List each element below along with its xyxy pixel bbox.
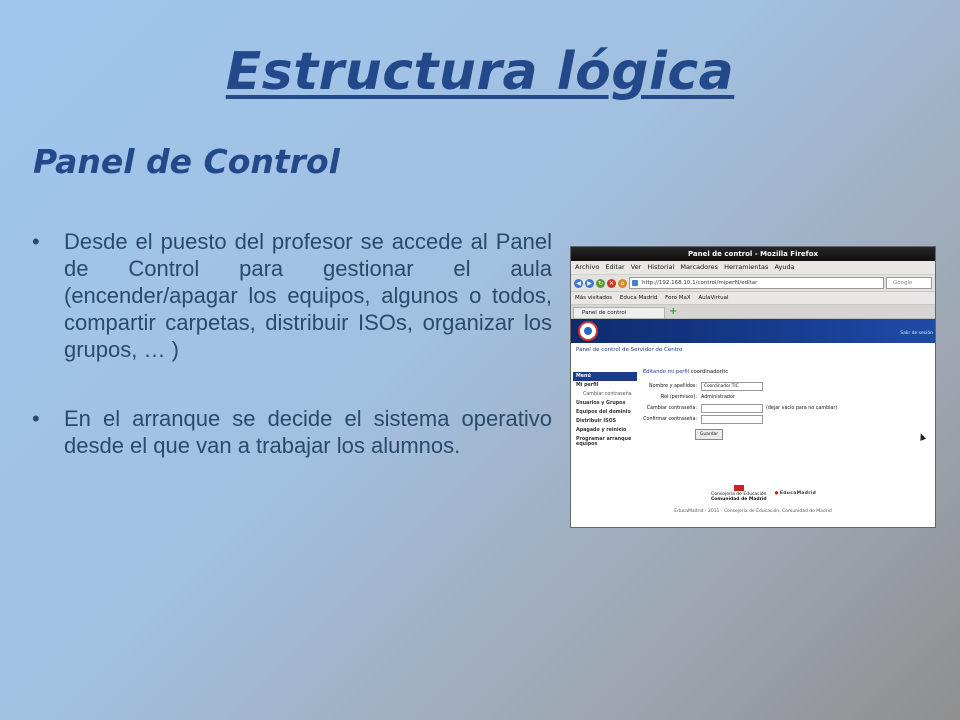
form-heading: [643, 369, 933, 375]
stop-icon[interactable]: ✕: [608, 279, 615, 287]
bullet-item: [30, 228, 552, 363]
bookmark-educa-madrid[interactable]: Educa Madrid: [619, 295, 658, 301]
bookmark-aulavirtual[interactable]: AulaVirtual: [698, 295, 729, 301]
new-tab-icon[interactable]: +: [669, 306, 678, 317]
bullet-list: [30, 228, 552, 501]
forward-icon[interactable]: ▶: [585, 279, 594, 288]
sidebar-item-apagado-reinicio[interactable]: Apagado y reinicio: [576, 428, 627, 433]
page-title: Panel de control de Servidor de Centro: [576, 347, 683, 353]
site-banner: [571, 319, 935, 343]
sidebar-item-usuarios-grupos[interactable]: Usuarios y Grupos: [576, 401, 626, 406]
bullet-icon: •: [32, 406, 40, 431]
site-favicon-icon: [632, 280, 638, 286]
sidebar-item-cambiar-contrasena[interactable]: Cambiar contraseña: [583, 392, 632, 397]
form-heading-text: Editando mi perfil: [643, 369, 690, 375]
url-field[interactable]: [629, 277, 884, 289]
footer-logos: [711, 485, 816, 502]
logout-link[interactable]: Salir de sesión: [900, 331, 933, 336]
menu-item-editar[interactable]: Editar: [605, 263, 625, 271]
password-label: Cambiar contraseña:: [646, 406, 697, 411]
back-icon[interactable]: ◀: [574, 279, 583, 288]
cm-line2: Comunidad de Madrid: [711, 497, 767, 502]
bookmarks-bar: [571, 292, 935, 305]
save-button[interactable]: Guardar: [695, 429, 723, 440]
menu-bar: [571, 261, 935, 275]
sidebar-item-distribuir-isos[interactable]: Distribuir ISOS: [576, 419, 617, 424]
bullet-icon: •: [32, 229, 40, 254]
profile-form: [643, 369, 933, 440]
sidebar-item-equipos-dominio[interactable]: Equipos del dominio: [576, 410, 631, 415]
madrid-flag-icon: [734, 485, 744, 491]
tab-panel-de-control[interactable]: Panel de control: [573, 307, 665, 318]
confirm-label: Confirmar contraseña:: [643, 417, 697, 422]
form-row-confirm: [643, 414, 933, 425]
reload-icon[interactable]: ↻: [597, 279, 604, 287]
role-label: Rol (permisos):: [660, 395, 697, 400]
search-field[interactable]: Google: [886, 277, 932, 289]
slide-subtitle: Panel de Control: [33, 142, 340, 181]
navigation-toolbar: [571, 275, 935, 292]
cm-line1: Consejería de Educación: [711, 492, 767, 497]
bullet-text: Desde el puesto del profesor se accede al Panel de Control para gestionar el aula (encender/apagar los equipos, algunos o todos, compartir carpetas, distribuir ISOs, organizar los grupos, … ): [64, 229, 552, 362]
bullet-text: En el arranque se decide el sistema operativo desde el que van a trabajar los alumnos.: [64, 406, 552, 458]
password-hint: (dejar vacío para no cambiar): [766, 406, 838, 411]
sidebar-item-mi-perfil[interactable]: Mi perfil: [576, 383, 599, 388]
name-input[interactable]: Coordinador TIC: [701, 382, 763, 391]
menu-item-ver[interactable]: Ver: [630, 263, 642, 271]
role-value: Administrador: [701, 395, 735, 400]
browser-screenshot: [570, 246, 936, 528]
bookmark-foro-max[interactable]: Foro MaX: [665, 295, 691, 301]
name-label: Nombre y apellidos:: [649, 384, 697, 389]
sidebar-item-programar-arranque[interactable]: Programar arranque equipos: [576, 437, 632, 447]
sidebar-header: Menú: [573, 372, 637, 381]
site-logo-icon: [578, 321, 598, 341]
password-input[interactable]: [701, 404, 763, 413]
slide-title: Estructura lógica: [225, 42, 735, 102]
form-row-password: [643, 403, 933, 414]
sidebar-menu: [573, 372, 637, 449]
window-titlebar: Panel de control - Mozilla Firefox: [571, 247, 935, 261]
home-icon[interactable]: ⌂: [618, 279, 627, 288]
tab-bar: [571, 305, 935, 319]
menu-item-ayuda[interactable]: Ayuda: [774, 263, 795, 271]
menu-item-archivo[interactable]: Archivo: [575, 263, 600, 271]
educamadrid-logo: ● EducaMadrid: [775, 491, 816, 496]
menu-item-historial[interactable]: Historial: [647, 263, 675, 271]
menu-item-herramientas[interactable]: Herramientas: [724, 263, 769, 271]
confirm-password-input[interactable]: [701, 415, 763, 424]
username-text: coordinadortic: [690, 369, 729, 375]
comunidad-madrid-logo: [711, 485, 767, 502]
form-row-name: [643, 381, 933, 392]
url-text: http://192.168.10.1/control/miperfil/editar: [642, 280, 758, 286]
menu-item-marcadores[interactable]: Marcadores: [680, 263, 719, 271]
bullet-item: [30, 405, 552, 459]
footer-copyright: EducaMadrid - 2011 - Consejería de Educación, Comunidad de Madrid: [674, 509, 832, 514]
bookmark-mas-visitados[interactable]: Más visitados: [575, 295, 613, 301]
form-row-role: [643, 392, 933, 403]
